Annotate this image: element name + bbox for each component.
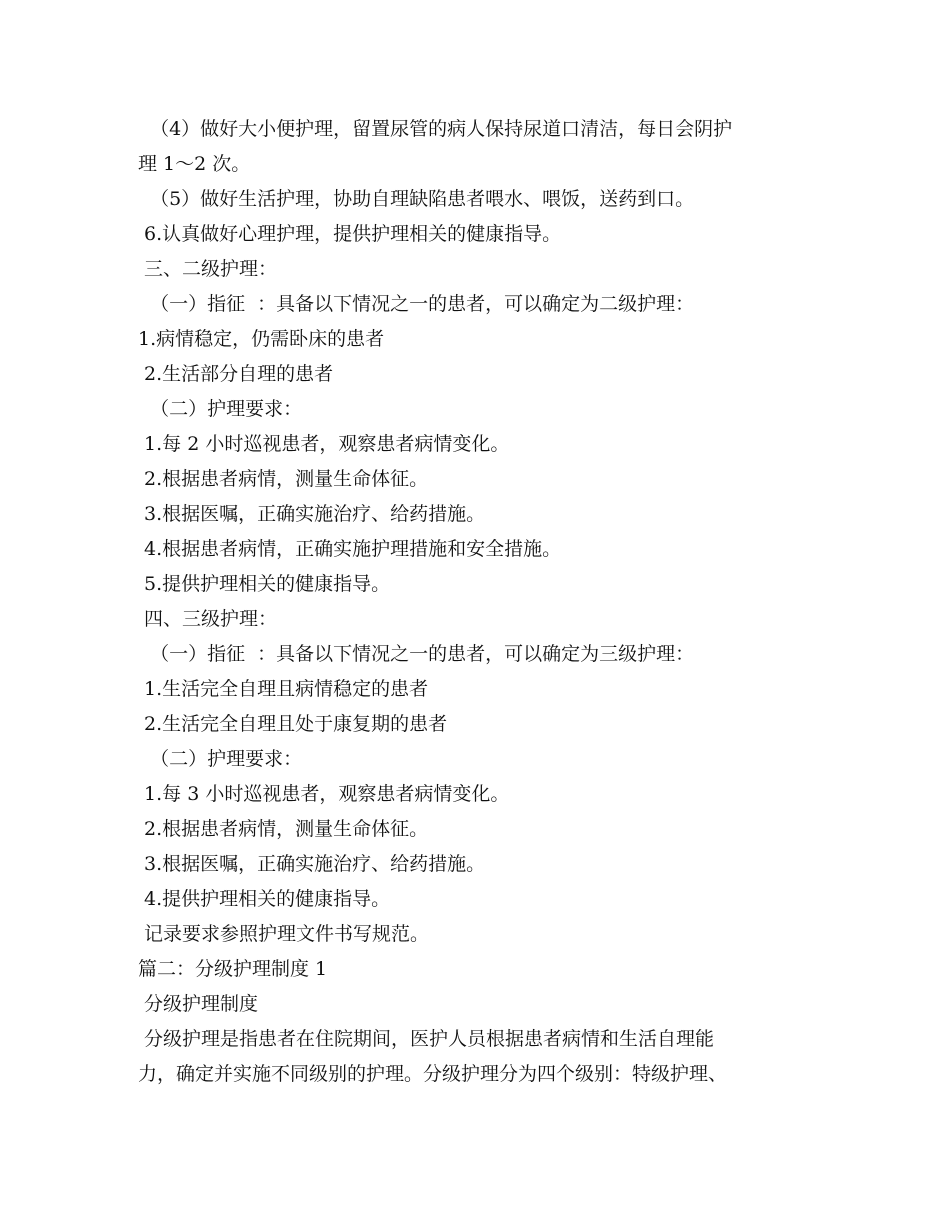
text-line: 3.根据医嘱，正确实施治疗、给药措施。 (138, 853, 486, 875)
subsection-heading: （二）护理要求： (138, 748, 303, 770)
chapter-heading: 篇二：分级护理制度 1 (138, 958, 328, 980)
text-line: 6.认真做好心理护理，提供护理相关的健康指导。 (138, 223, 562, 245)
text-line: （一）指征 ：具备以下情况之一的患者，可以确定为三级护理： (138, 643, 695, 665)
text-line: 2.生活部分自理的患者 (138, 363, 334, 385)
text-line: 理 1～2 次。 (138, 153, 251, 175)
text-line: 2.根据患者病情，测量生命体征。 (138, 468, 429, 490)
text-line: 1.每 2 小时巡视患者，观察患者病情变化。 (138, 433, 510, 455)
text-line: （一）指征 ：具备以下情况之一的患者，可以确定为二级护理： (138, 293, 695, 315)
section-heading: 三、二级护理： (138, 258, 278, 280)
section-heading: 四、三级护理： (138, 608, 278, 630)
subsection-heading: （二）护理要求： (138, 398, 303, 420)
text-line: 力，确定并实施不同级别的护理。分级护理分为四个级别：特级护理、 (138, 1063, 728, 1085)
text-line: 2.根据患者病情，测量生命体征。 (138, 818, 429, 840)
text-line: 1.生活完全自理且病情稳定的患者 (138, 678, 429, 700)
text-line: 5.提供护理相关的健康指导。 (138, 573, 391, 595)
text-line: 1.病情稳定，仍需卧床的患者 (138, 328, 385, 350)
document-title: 分级护理制度 (138, 993, 259, 1015)
text-line: 4.提供护理相关的健康指导。 (138, 888, 391, 910)
text-line: 3.根据医嘱，正确实施治疗、给药措施。 (138, 503, 486, 525)
text-line: 记录要求参照护理文件书写规范。 (138, 923, 430, 945)
text-line: （4）做好大小便护理，留置尿管的病人保持尿道口清洁，每日会阴护 (138, 118, 733, 140)
text-line: 分级护理是指患者在住院期间，医护人员根据患者病情和生活自理能 (138, 1028, 715, 1050)
text-line: 4.根据患者病情，正确实施护理措施和安全措施。 (138, 538, 562, 560)
text-line: 2.生活完全自理且处于康复期的患者 (138, 713, 448, 735)
text-line: 1.每 3 小时巡视患者，观察患者病情变化。 (138, 783, 510, 805)
document-page (138, 112, 828, 1092)
text-line: （5）做好生活护理，协助自理缺陷患者喂水、喂饭，送药到口。 (138, 188, 695, 210)
